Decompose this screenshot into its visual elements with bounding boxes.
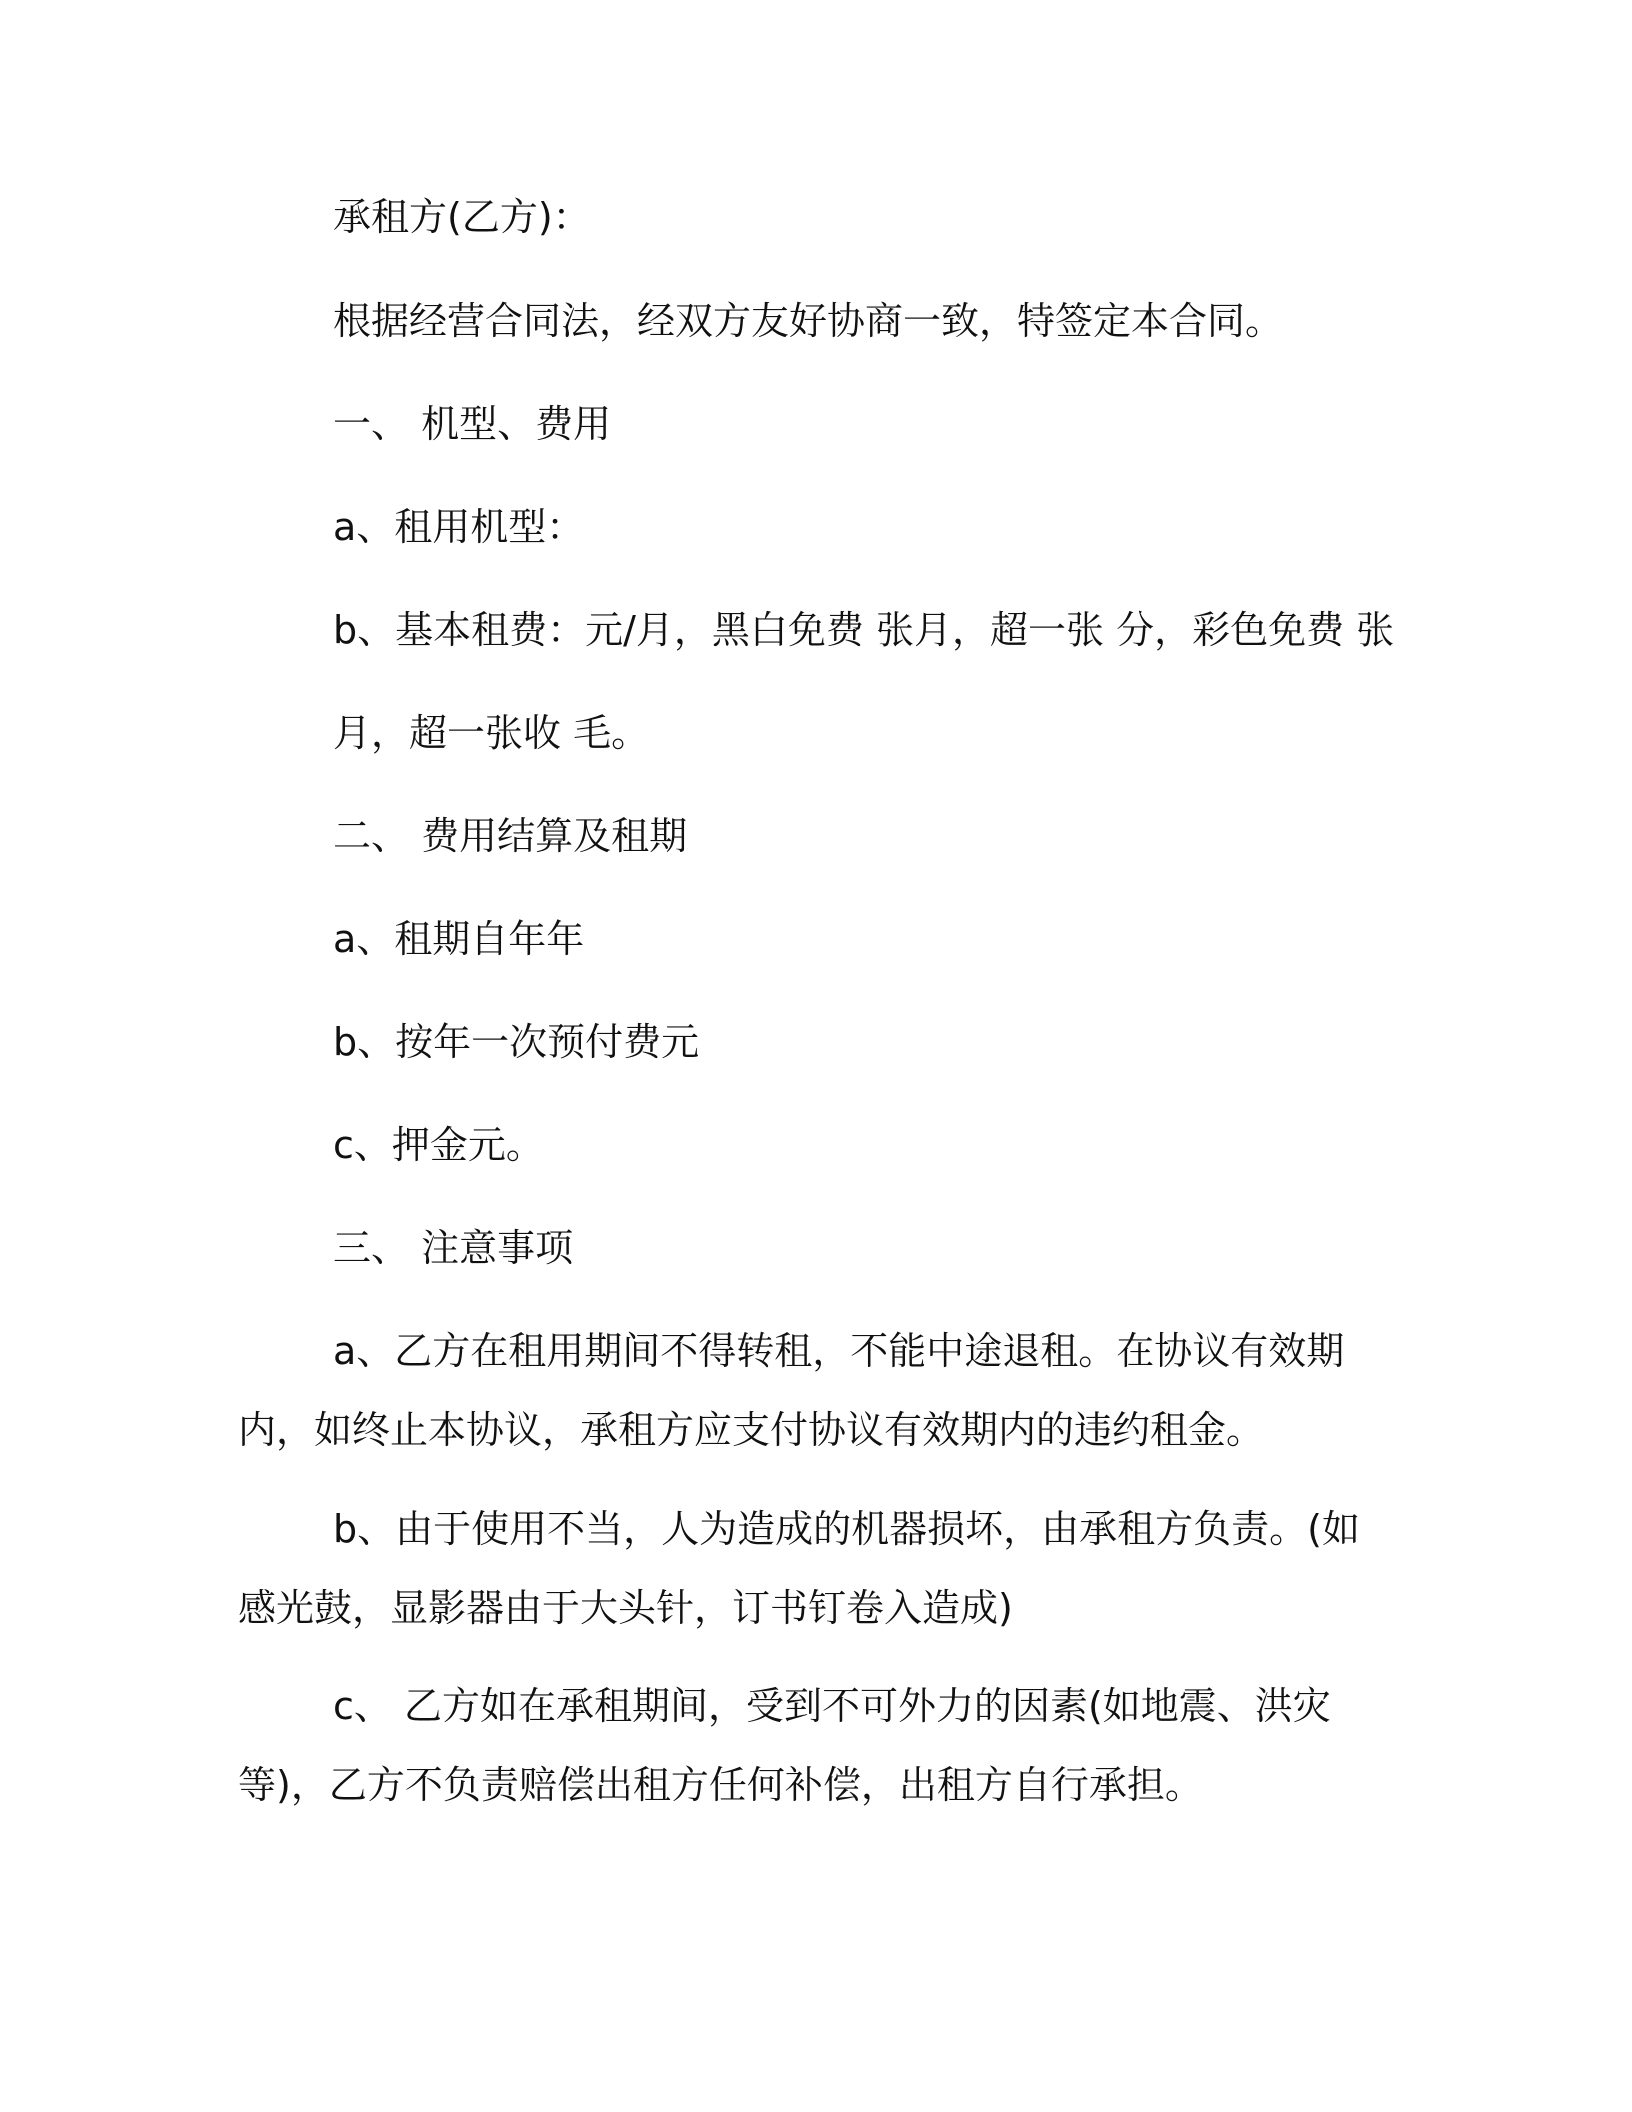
section3-item-a: a、乙方在租用期间不得转租，不能中途退租。在协议有效期内，如终止本协议，承租方应支付协议有效期内的违约租金。 [238, 1329, 1345, 1452]
section1-item-b-line1: b、基本租费：元/月，黑白免费 张月，超一张 分，彩色免费 张 [333, 608, 1395, 652]
section1-heading: 一、 机型、费用 [333, 402, 612, 446]
preamble-line: 根据经营合同法，经双方友好协商一致，特签定本合同。 [333, 299, 1284, 343]
section3-item-c: c、 乙方如在承租期间，受到不可外力的因素(如地震、洪灾等)，乙方不负责赔偿出租方任何补偿，出租方自行承担。 [238, 1684, 1331, 1807]
section2-item-b: b、按年一次预付费元 [333, 1020, 700, 1064]
lessee-line: 承租方(乙方)： [333, 195, 591, 239]
section3-heading: 三、 注意事项 [333, 1226, 574, 1270]
section1-item-a: a、租用机型： [333, 505, 585, 549]
section2-item-c: c、押金元。 [333, 1123, 544, 1167]
section2-heading: 二、 费用结算及租期 [333, 814, 688, 858]
section3-item-b: b、由于使用不当，人为造成的机器损坏，由承租方负责。(如感光鼓，显影器由于大头针，订书钉卷入造成) [238, 1507, 1360, 1630]
section1-item-b-line2: 月，超一张收 毛。 [333, 711, 650, 755]
section2-item-a: a、租期自年年 [333, 917, 585, 961]
